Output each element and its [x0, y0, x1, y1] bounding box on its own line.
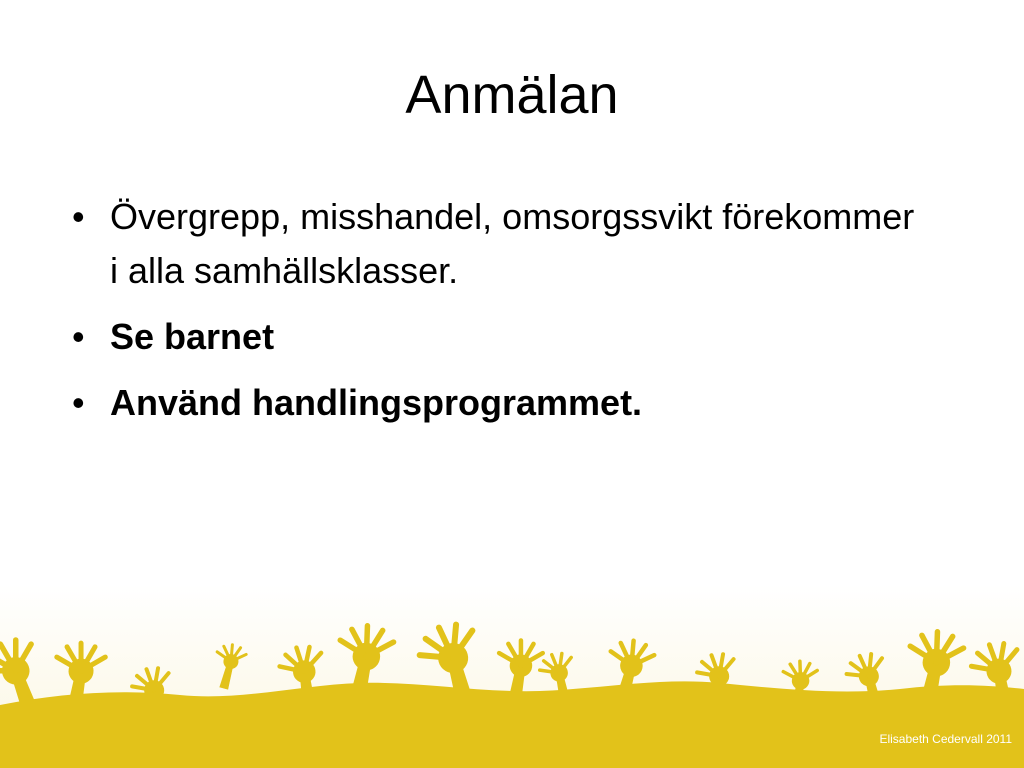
bullet-dot-icon: • — [72, 196, 85, 237]
credit-text: Elisabeth Cedervall 2011 — [879, 732, 1012, 746]
raised-hands-icon — [0, 585, 1024, 768]
slide-title: Anmälan — [405, 65, 619, 125]
bullet-item — [72, 310, 932, 364]
bullet-item — [72, 376, 932, 430]
bullet-text: Övergrepp, misshandel, omsorgssvikt förekommer i alla samhällsklasser. — [110, 196, 915, 291]
bullet-list — [72, 190, 932, 442]
bullet-text: Se barnet — [110, 316, 275, 357]
bullet-text: Använd handlingsprogrammet. — [110, 382, 643, 423]
bullet-dot-icon: • — [72, 316, 85, 357]
bullet-dot-icon: • — [72, 382, 85, 423]
bullet-item — [72, 190, 932, 298]
